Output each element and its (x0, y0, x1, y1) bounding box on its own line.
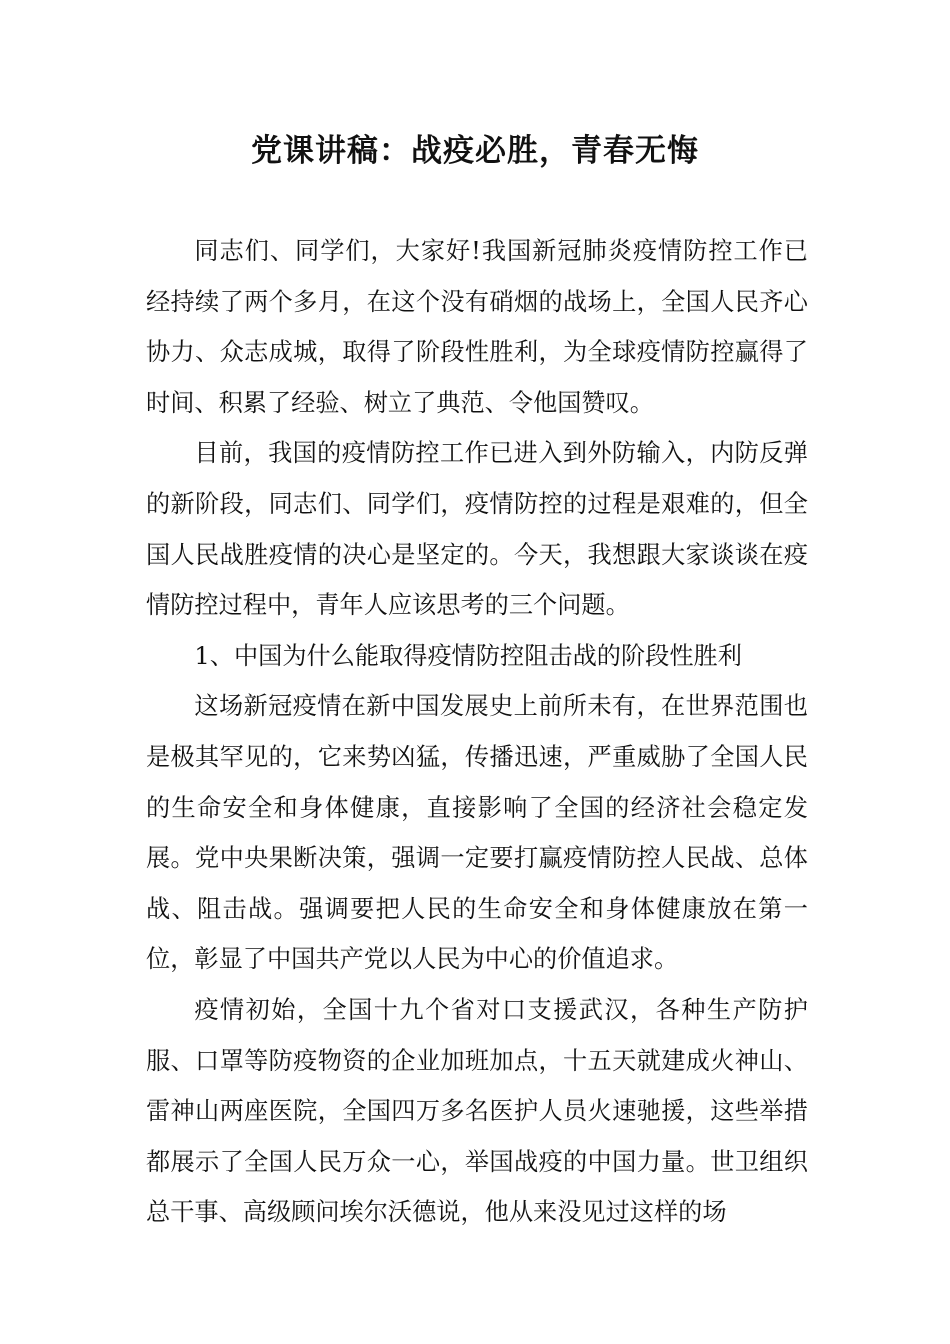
paragraph-early-response: 疫情初始，全国十九个省对口支援武汉，各种生产防护服、口罩等防疫物资的企业加班加点，十五天就建成火神山、雷神山两座医院，全国四万多名医护人员火速驰援，这些举措都展示了全国人民万众一心，举国战疫的中国力量。世卫组织总干事、高级顾问埃尔沃德说，他从来没见过这样的场 (146, 995, 808, 1227)
section-heading-1: 1、中国为什么能取得疫情防控阻击战的阶段性胜利 (194, 641, 742, 670)
paragraph-greeting: 同志们、同学们，大家好!我国新冠肺炎疫情防控工作已经持续了两个多月，在这个没有硝烟的战场上，全国人民齐心协力、众志成城，取得了阶段性胜利，为全球疫情防控赢得了时间、积累了经验、树立了典范、令他国赞叹。 (146, 237, 808, 417)
document-body (146, 226, 808, 1238)
document-title: 党课讲稿：战疫必胜，青春无悔 (251, 133, 699, 169)
paragraph-epidemic-background: 这场新冠疫情在新中国发展史上前所未有，在世界范围也是极其罕见的，它来势凶猛，传播迅速，严重威胁了全国人民的生命安全和身体健康，直接影响了全国的经济社会稳定发展。党中央果断决策，强调一定要打赢疫情防控人民战、总体战、阻击战。强调要把人民的生命安全和身体健康放在第一位，彰显了中国共产党以人民为中心的价值追求。 (146, 692, 808, 974)
paragraph-current-stage: 目前，我国的疫情防控工作已进入到外防输入，内防反弹的新阶段，同志们、同学们，疫情防控的过程是艰难的，但全国人民战胜疫情的决心是坚定的。今天，我想跟大家谈谈在疫情防控过程中，青年人应该思考的三个问题。 (146, 439, 808, 620)
